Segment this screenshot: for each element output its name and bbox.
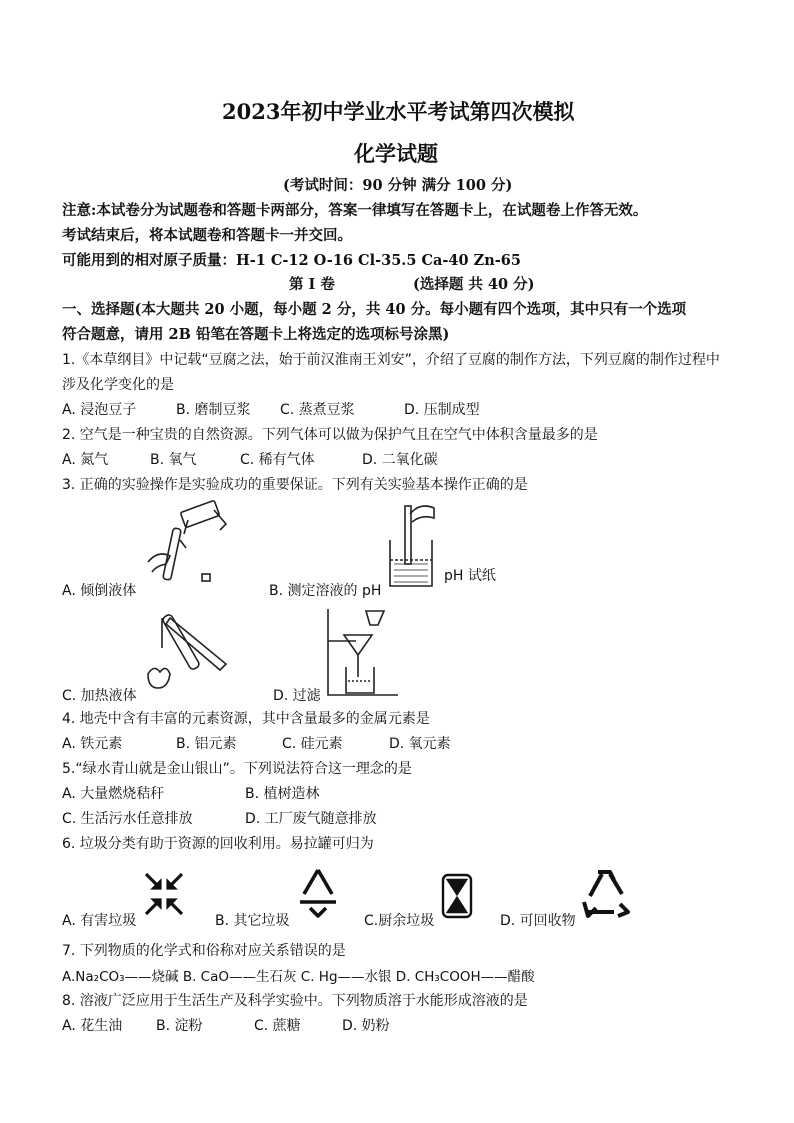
q7-stem: 7. 下列物质的化学式和俗称对应关系错误的是 — [62, 943, 346, 959]
q3-option-c[interactable]: C. 加热液体 — [62, 688, 137, 704]
ph-paper-label: pH 试纸 — [444, 568, 496, 584]
heating-liquid-figure — [140, 608, 230, 698]
section-heading-1: 一、选择题(本大题共 20 小题，每小题 2 分，共 40 分。每小题有四个选项，其中只有一个选项 — [62, 301, 687, 318]
q1-option-b[interactable]: B. 磨制豆浆 — [176, 402, 251, 418]
pouring-liquid-figure — [140, 500, 240, 590]
q6-option-a[interactable]: A. 有害垃圾 — [62, 913, 137, 929]
part-desc: (选择题 共 40 分) — [413, 276, 535, 293]
q1-stem-1: 1.《本草纲目》中记载“豆腐之法，始于前汉淮南王刘安”，介绍了豆腐的制作方法，下列豆腐的制作过程中 — [62, 352, 720, 368]
exam-info: (考试时间：90 分钟 满分 100 分) — [283, 177, 513, 194]
q3-option-a[interactable]: A. 倾倒液体 — [62, 583, 137, 599]
notice-line-2: 考试结束后，将本试题卷和答题卡一并交回。 — [62, 227, 352, 244]
q1-option-c[interactable]: C. 蒸煮豆浆 — [280, 402, 355, 418]
q7-options[interactable]: A.Na₂CO₃——烧碱 B. CaO——生石灰 C. Hg——水银 D. CH₃COOH——醋酸 — [62, 969, 535, 985]
filtration-figure — [322, 605, 404, 700]
q2-option-c[interactable]: C. 稀有气体 — [240, 452, 315, 468]
q2-option-b[interactable]: B. 氧气 — [150, 452, 197, 468]
atomic-mass-line: 可能用到的相对原子质量：H-1 C-12 O-16 Cl-35.5 Ca-40 Zn-65 — [62, 252, 521, 269]
hazardous-waste-icon — [142, 870, 186, 918]
q4-option-b[interactable]: B. 铝元素 — [176, 736, 237, 752]
q5-option-c[interactable]: C. 生活污水任意排放 — [62, 811, 193, 827]
q2-stem: 2. 空气是一种宝贵的自然资源。下列气体可以做为保护气且在空气中体积含量最多的是 — [62, 427, 598, 443]
section-heading-2: 符合题意，请用 2B 铅笔在答题卡上将选定的选项标号涂黑) — [62, 326, 450, 343]
q5-option-d[interactable]: D. 工厂废气随意排放 — [245, 811, 377, 827]
q1-option-a[interactable]: A. 浸泡豆子 — [62, 402, 137, 418]
q8-option-d[interactable]: D. 奶粉 — [342, 1018, 390, 1034]
q8-stem: 8. 溶液广泛应用于生活生产及科学实验中。下列物质溶于水能形成溶液的是 — [62, 993, 528, 1009]
q8-option-b[interactable]: B. 淀粉 — [156, 1018, 203, 1034]
q8-option-a[interactable]: A. 花生油 — [62, 1018, 123, 1034]
q2-option-d[interactable]: D. 二氧化碳 — [362, 452, 438, 468]
q6-option-d[interactable]: D. 可回收物 — [500, 913, 576, 929]
q3-option-b[interactable]: B. 测定溶液的 pH — [269, 583, 382, 599]
q5-stem: 5.“绿水青山就是金山银山”。下列说法符合这一理念的是 — [62, 761, 412, 777]
notice-line-1: 注意:本试卷分为试题卷和答题卡两部分，答案一律填写在答题卡上，在试题卷上作答无效。 — [62, 202, 648, 219]
q8-option-c[interactable]: C. 蔗糖 — [254, 1018, 301, 1034]
q4-option-d[interactable]: D. 氧元素 — [389, 736, 451, 752]
q3-option-d[interactable]: D. 过滤 — [273, 688, 321, 704]
recycle-icon — [580, 868, 634, 920]
q5-option-b[interactable]: B. 植树造林 — [245, 786, 320, 802]
q4-option-a[interactable]: A. 铁元素 — [62, 736, 123, 752]
q4-stem: 4. 地壳中含有丰富的元素资源，其中含量最多的金属元素是 — [62, 711, 430, 727]
part-label: 第 Ⅰ 卷 — [289, 276, 335, 293]
q2-option-a[interactable]: A. 氮气 — [62, 452, 109, 468]
q4-option-c[interactable]: C. 硅元素 — [282, 736, 343, 752]
q6-stem: 6. 垃圾分类有助于资源的回收利用。易拉罐可归为 — [62, 836, 374, 852]
q1-stem-2: 涉及化学变化的是 — [62, 377, 174, 393]
q3-stem: 3. 正确的实验操作是实验成功的重要保证。下列有关实验基本操作正确的是 — [62, 477, 528, 493]
exam-title: 2023年初中学业水平考试第四次模拟 — [222, 99, 575, 124]
ph-test-figure — [380, 500, 450, 592]
kitchen-waste-icon — [440, 872, 474, 920]
q6-option-b[interactable]: B. 其它垃圾 — [215, 913, 290, 929]
other-waste-icon — [294, 866, 342, 918]
subject-title: 化学试题 — [354, 141, 438, 166]
q6-option-c[interactable]: C.厨余垃圾 — [364, 913, 435, 929]
q5-option-a[interactable]: A. 大量燃烧秸秆 — [62, 786, 165, 802]
q1-option-d[interactable]: D. 压制成型 — [404, 402, 480, 418]
